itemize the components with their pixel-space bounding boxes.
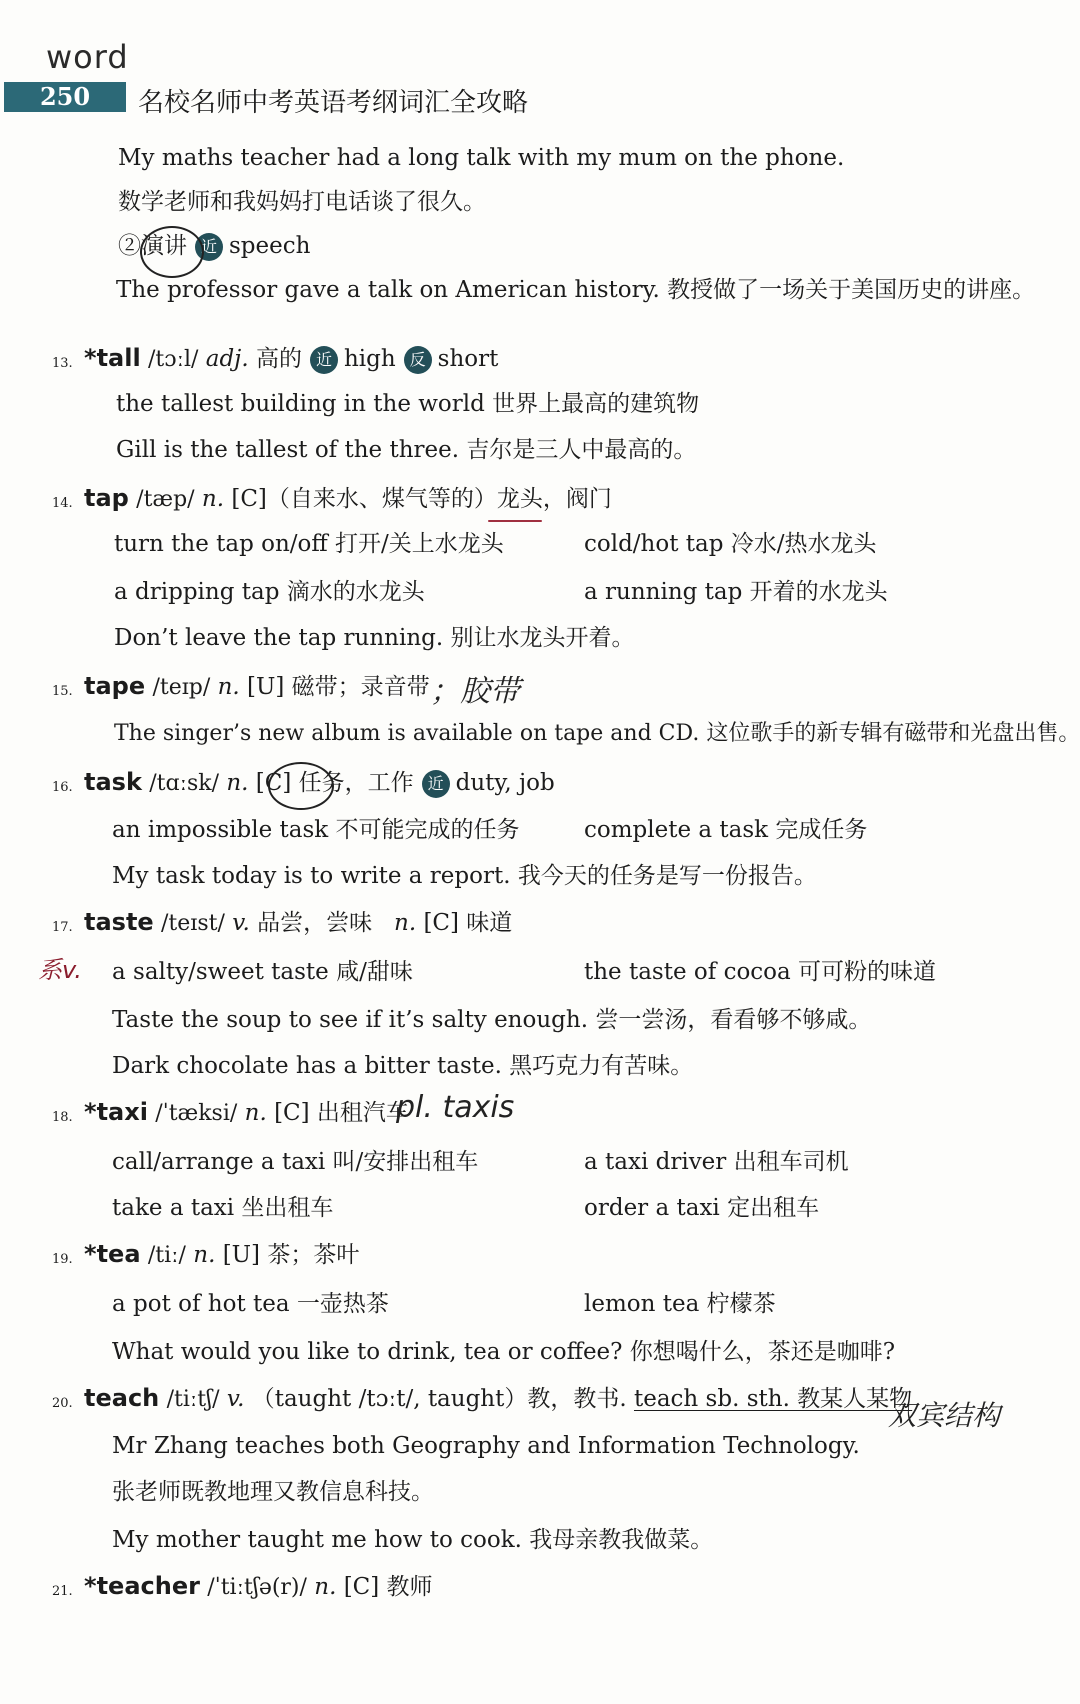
pronunciation: /ˈtiːtʃə(r)/: [207, 1575, 307, 1600]
entry-tape: [84, 670, 430, 704]
example: Taste the soup to see if it’s salty enough. 尝一尝汤，看看够不够咸。: [112, 1007, 872, 1033]
example: My mother taught me how to cook. 我母亲教我做菜。: [112, 1527, 714, 1553]
entry-number: 17.: [52, 920, 73, 935]
word-logo: word: [46, 38, 129, 76]
entry-number: 16.: [52, 780, 73, 795]
headword: tape: [84, 672, 146, 700]
talk-example-en: My maths teacher had a long talk with my mum on the phone.: [118, 145, 845, 171]
example: take a taxi 坐出租车: [112, 1195, 334, 1221]
example: 张老师既教地理又教信息科技。: [112, 1479, 434, 1505]
talk-example-2: The professor gave a talk on American history. 教授做了一场关于美国历史的讲座。: [116, 277, 1036, 303]
example: Don’t leave the tap running. 别让水龙头开着。: [114, 625, 635, 651]
pronunciation: /tɔːl/: [148, 347, 199, 372]
star-mark: *: [84, 1572, 97, 1600]
meaning: 高的: [255, 346, 302, 372]
entry-number: 18.: [52, 1110, 73, 1125]
part-of-speech-2: n.: [394, 910, 417, 936]
star-mark: *: [84, 344, 97, 372]
anti-word: short: [437, 346, 499, 372]
entry-number: 13.: [52, 356, 73, 371]
headword: tea: [96, 1240, 141, 1268]
usage-phrase: teach sb. sth. 教某人某物: [633, 1386, 913, 1412]
meaning: （taught /tɔːt/, taught）教，教书.: [251, 1386, 627, 1412]
example: Mr Zhang teaches both Geography and Information Technology.: [112, 1433, 860, 1459]
meaning: [C] 教师: [343, 1574, 433, 1600]
example: Gill is the tallest of the three. 吉尔是三人中最高的。: [116, 437, 697, 463]
entry-taxi: [84, 1096, 409, 1130]
example: a pot of hot tea 一壶热茶: [112, 1291, 389, 1317]
pronunciation: /teɪst/: [161, 911, 225, 936]
example: a taxi driver 出租车司机: [584, 1149, 849, 1175]
headword: task: [84, 768, 142, 796]
part-of-speech: n.: [226, 770, 249, 796]
example: the tallest building in the world 世界上最高的建筑物: [116, 391, 700, 417]
meaning: 品尝，尝味: [257, 910, 373, 936]
headword: taxi: [96, 1098, 148, 1126]
page-header: [0, 0, 1080, 120]
near-icon: 近: [310, 346, 338, 374]
example: turn the tap on/off 打开/关上水龙头: [114, 531, 504, 557]
meaning: [C] 任务，工作: [255, 770, 414, 796]
part-of-speech: adj.: [205, 346, 249, 372]
entry-number: 20.: [52, 1396, 73, 1411]
part-of-speech: v.: [232, 910, 250, 936]
meaning: [C]（自来水、煤气等的）龙头，阀门: [231, 486, 612, 512]
handwritten-note: 系v.: [38, 956, 82, 984]
entry-tap: [84, 482, 612, 516]
meaning: [U] 磁带；录音带: [247, 674, 430, 700]
page-number-box: [4, 82, 126, 112]
book-title: 名校名师中考英语考纲词汇全攻略: [138, 88, 529, 118]
part-of-speech: n.: [217, 674, 240, 700]
example: lemon tea 柠檬茶: [584, 1291, 776, 1317]
sense-label: ②演讲: [118, 233, 187, 259]
near-icon: 近: [422, 770, 450, 798]
meaning: [U] 茶；茶叶: [222, 1242, 360, 1268]
example: cold/hot tap 冷水/热水龙头: [584, 531, 877, 557]
page-number: 250: [39, 82, 91, 111]
example: an impossible task 不可能完成的任务: [112, 817, 520, 843]
anti-icon: 反: [404, 346, 432, 374]
pronunciation: /tiːtʃ/: [166, 1387, 220, 1412]
entry-teacher: [84, 1570, 433, 1604]
pronunciation: /tiː/: [147, 1243, 186, 1268]
example: a salty/sweet taste 咸/甜味: [112, 959, 413, 985]
example: call/arrange a taxi 叫/安排出租车: [112, 1149, 479, 1175]
handwritten-note: 双宾结构: [888, 1399, 1001, 1432]
handwritten-note: pl. taxis: [396, 1090, 515, 1125]
part-of-speech: n.: [201, 486, 225, 512]
example: The singer’s new album is available on tape and CD. 这位歌手的新专辑有磁带和光盘出售。: [114, 721, 1080, 746]
part-of-speech: v.: [226, 1386, 245, 1412]
star-mark: *: [84, 1098, 97, 1126]
part-of-speech: n.: [244, 1100, 267, 1126]
near-word: speech: [229, 233, 311, 259]
example: a running tap 开着的水龙头: [584, 579, 888, 605]
pronunciation: /tɑːsk/: [149, 771, 220, 796]
part-of-speech: n.: [193, 1242, 216, 1268]
headword: tap: [84, 484, 129, 512]
handwritten-circle: [268, 762, 334, 810]
entry-number: 19.: [52, 1252, 73, 1267]
entry-number: 14.: [52, 496, 73, 511]
near-word: duty, job: [455, 770, 555, 796]
entry-taste: [84, 906, 512, 940]
meaning: [C] 出租汽车: [274, 1100, 409, 1126]
example: complete a task 完成任务: [584, 817, 868, 843]
near-icon: 近: [195, 233, 223, 261]
part-of-speech: n.: [314, 1574, 337, 1600]
entry-number: 21.: [52, 1584, 73, 1599]
example: order a taxi 定出租车: [584, 1195, 820, 1221]
talk-example-zh: 数学老师和我妈妈打电话谈了很久。: [118, 189, 486, 215]
entry-teach: [84, 1382, 912, 1416]
near-word: high: [343, 346, 396, 372]
headword: tall: [96, 344, 141, 372]
headword: teacher: [96, 1572, 200, 1600]
star-mark: *: [84, 1240, 97, 1268]
handwritten-underline: [488, 520, 542, 522]
entry-tall: [84, 342, 498, 376]
example: What would you like to drink, tea or coffee? 你想喝什么，茶还是咖啡?: [112, 1339, 896, 1365]
entry-number: 15.: [52, 684, 73, 699]
handwritten-circle: [140, 226, 204, 278]
pronunciation: /ˈtæksi/: [155, 1101, 238, 1126]
example: a dripping tap 滴水的水龙头: [114, 579, 425, 605]
meaning-2: [C] 味道: [423, 910, 513, 936]
pronunciation: /tæp/: [136, 487, 195, 512]
example: Dark chocolate has a bitter taste. 黑巧克力有苦味。: [112, 1053, 694, 1079]
example: the taste of cocoa 可可粉的味道: [584, 959, 937, 985]
handwritten-note: ；胶带: [430, 674, 520, 709]
example: My task today is to write a report. 我今天的任务是写一份报告。: [112, 863, 817, 889]
entry-tea: [84, 1238, 359, 1272]
headword: teach: [84, 1384, 160, 1412]
pronunciation: /teɪp/: [152, 675, 211, 700]
headword: taste: [84, 908, 154, 936]
